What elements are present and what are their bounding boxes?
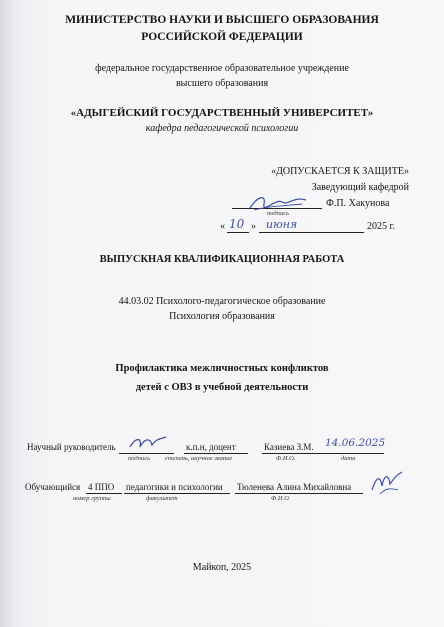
- institution-type-line-2: высшего образования: [175, 78, 269, 89]
- student-group-line: [86, 493, 122, 494]
- student-name: Тюленева Алина Михайловна: [237, 482, 352, 492]
- caption-degree: степень, научное звание: [165, 455, 233, 462]
- month-line: [259, 232, 364, 233]
- supervisor-date-line: [322, 453, 384, 454]
- supervisor-degree: к.п.н, доцент: [186, 442, 236, 452]
- day-line: [227, 232, 249, 233]
- ministry-line-1: МИНИСТЕРСТВО НАУКИ И ВЫСШЕГО ОБРАЗОВАНИЯ: [65, 14, 379, 26]
- work-type: ВЫПУСКНАЯ КВАЛИФИКАЦИОННАЯ РАБОТА: [99, 254, 345, 265]
- student-faculty-line: [124, 493, 230, 494]
- university-name: «АДЫГЕЙСКИЙ ГОСУДАРСТВЕННЫЙ УНИВЕРСИТЕТ»: [70, 107, 374, 119]
- approval-year: 2025 г.: [367, 221, 395, 232]
- date-quote-open: «: [220, 221, 225, 232]
- student-group: 4 ППО: [88, 482, 115, 492]
- approval-name: Ф.П. Хакунова: [326, 198, 390, 209]
- signature-caption: подпись: [267, 210, 290, 217]
- supervisor-degree-line: [184, 453, 248, 454]
- date-quote-close: »: [251, 221, 256, 232]
- caption-student-name: Ф.И.О.: [271, 495, 291, 502]
- approval-position: Заведующий кафедрой: [311, 182, 409, 193]
- work-profile: Психология образования: [169, 311, 275, 322]
- student-signature-mark: [370, 470, 404, 498]
- supervisor-date: 14.06.2025: [325, 437, 386, 449]
- approval-day: 10: [229, 217, 245, 231]
- caption-faculty: факультет: [146, 495, 178, 502]
- student-label: Обучающийся: [25, 482, 81, 492]
- student-faculty: педагогики и психологии: [126, 482, 223, 492]
- student-name-line: [235, 493, 363, 494]
- caption-supervisor-name: Ф.И.О.: [276, 455, 296, 462]
- topic-line-1: Профилактика межличностных конфликтов: [115, 363, 329, 374]
- supervisor-name-line: [262, 453, 322, 454]
- city-year: Майкоп, 2025: [192, 562, 252, 573]
- caption-group: номер группы: [73, 495, 111, 502]
- topic-line-2: детей с ОВЗ в учебной деятельности: [135, 382, 309, 393]
- supervisor-label: Научный руководитель: [27, 442, 116, 452]
- supervisor-name: Казиева З.М.: [264, 442, 314, 452]
- caption-date: дата: [341, 455, 356, 462]
- institution-type-line-1: федеральное государственное образовательное учреждение: [95, 63, 349, 74]
- supervisor-signature-mark: [128, 433, 168, 455]
- ministry-line-2: РОССИЙСКОЙ ФЕДЕРАЦИИ: [141, 31, 303, 43]
- work-direction: 44.03.02 Психолого-педагогическое образование: [118, 296, 326, 307]
- approval-month: июня: [266, 218, 298, 231]
- approval-title: «ДОПУСКАЕТСЯ К ЗАЩИТЕ»: [271, 166, 409, 177]
- department-name: кафедра педагогической психологии: [145, 123, 299, 134]
- caption-signature: подпись: [128, 455, 151, 462]
